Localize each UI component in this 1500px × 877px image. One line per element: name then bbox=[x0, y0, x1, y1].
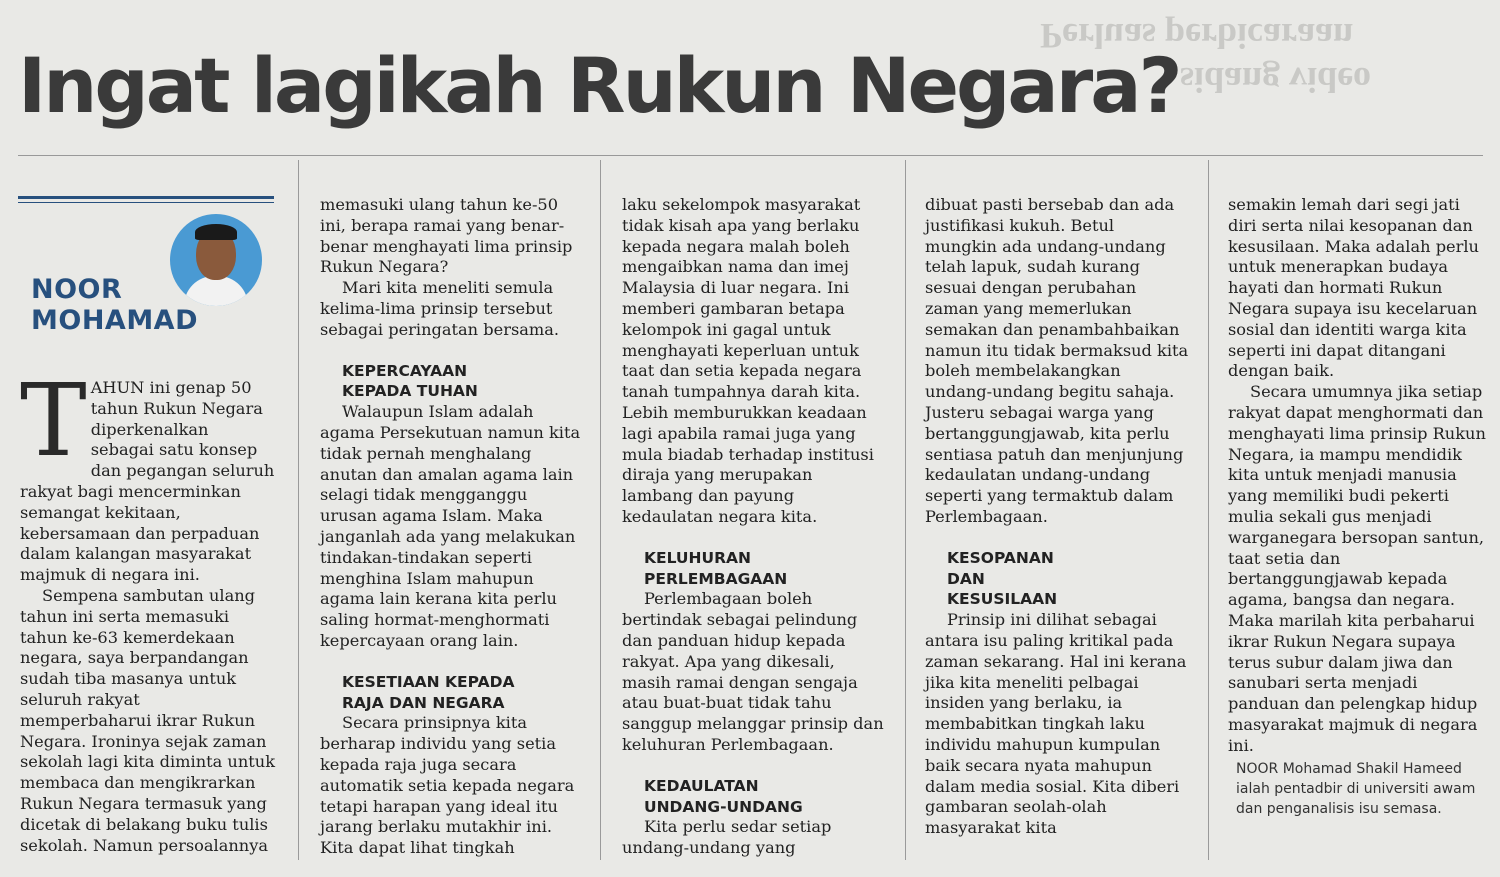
author-name bbox=[31, 274, 198, 336]
section-heading: KEPERCAYAAN KEPADA TUHAN bbox=[342, 361, 478, 401]
author-byline bbox=[18, 196, 274, 338]
paragraph: memasuki ulang tahun ke-50 ini, berapa ramai yang benar-benar menghayati lima prinsip Rukun Negara? bbox=[320, 195, 573, 277]
drop-cap: T bbox=[20, 362, 87, 479]
column-divider bbox=[298, 160, 299, 860]
paragraph: Secara umumnya jika setiap rakyat dapat menghormati dan menghayati lima prinsip Rukun Negara, ia mampu mendidik kita untuk menjadi manusia yang memiliki budi pekerti mulia sekali gus menjadi warganegara bersopan santun, taat setia dan bertanggungjawab kepada agama, bangsa dan negara. Maka marilah kita perbaharui ikrar Rukun Negara supaya terus subur dalam jiwa dan sanubari serta menjadi panduan dan pelengkap hidup masyarakat majmuk di negara ini. bbox=[1228, 382, 1486, 755]
paragraph: Walaupun Islam adalah agama Persekutuan namun kita tidak pernah menghalang anutan dan amalan agama lain selagi tidak mengganggu urusan agama Islam. Maka janganlah ada yang melakukan tindakan-tindakan seperti menghina Islam mahupun agama lain kerana kita perlu saling hormat-menghormati kepercayaan orang lain. bbox=[320, 402, 581, 650]
author-credit bbox=[1228, 759, 1490, 819]
paragraph: Secara prinsipnya kita berharap individu yang setia kepada raja juga secara automatik setia kepada negara tetapi harapan yang ideal itu jarang berlaku mutakhir ini. Kita dapat lihat tingkah bbox=[320, 713, 575, 858]
credit-name: NOOR Mohamad Shakil Hameed bbox=[1236, 760, 1462, 777]
article-headline: Ingat lagikah Rukun Negara? bbox=[18, 41, 1180, 130]
section-heading: KESETIAAN KEPADA RAJA DAN NEGARA bbox=[342, 672, 515, 712]
headline-divider bbox=[18, 155, 1483, 156]
section-heading: KESOPANAN DAN KESUSILAAN bbox=[947, 548, 1058, 609]
author-name-line: MOHAMAD bbox=[31, 305, 198, 336]
paragraph: dibuat pasti bersebab dan ada justifikasi kukuh. Betul mungkin ada undang-undang telah lapuk, sudah kurang sesuai dengan perubahan zaman yang memerlukan semakan dan penambahbaikan namun itu tidak bermaksud kita boleh membelakangkan undang-undang begitu sahaja. Justeru sebagai warga yang bertanggungjawab, kita perlu sentiasa patuh dan menjunjung kedaulatan undang-undang seperti yang termaktub dalam Perlembagaan. bbox=[925, 195, 1189, 526]
section-heading: KELUHURAN PERLEMBAGAAN bbox=[644, 548, 788, 588]
credit-description: ialah pentadbir di universiti awam dan penganalisis isu semasa. bbox=[1236, 780, 1476, 817]
column-divider bbox=[1208, 160, 1209, 860]
column-divider bbox=[905, 160, 906, 860]
article-column-5 bbox=[1228, 195, 1490, 819]
paragraph: Perlembagaan boleh bertindak sebagai pelindung dan panduan hidup kepada rakyat. Apa yang dikesali, masih ramai dengan sengaja atau buat-buat tidak tahu sanggup melanggar prinsip dan keluhuran Perlembagaan. bbox=[622, 589, 884, 754]
paragraph: semakin lemah dari segi jati diri serta nilai kesopanan dan kesusilaan. Maka adalah perlu untuk menerapkan budaya hayati dan hormati Rukun Negara supaya isu kecelaruan sosial dan identiti warga kita seperti ini dapat ditangani dengan baik. bbox=[1228, 195, 1479, 381]
byline-rule bbox=[18, 196, 274, 199]
paragraph: Kita perlu sedar setiap undang-undang yang bbox=[622, 817, 832, 858]
article-column-1 bbox=[20, 362, 276, 856]
article-column-2 bbox=[320, 195, 582, 859]
paragraph: Sempena sambutan ulang tahun ini serta memasuki tahun ke-63 kemerdekaan negara, saya berpandangan sudah tiba masanya untuk seluruh rakyat memperbaharui ikrar Rukun Negara. Ironinya sejak zaman sekolah lagi kita diminta untuk membaca dan mengikrarkan Rukun Negara termasuk yang dicetak di belakang buku tulis sekolah. Namun persoalannya bbox=[20, 585, 276, 855]
paragraph: Prinsip ini dilihat sebagai antara isu paling kritikal pada zaman sekarang. Hal ini kerana jika kita meneliti pelbagai insiden yang berlaku, ia membabitkan tingkah laku individu mahupun kumpulan baik secara nyata mahupun dalam media sosial. Kita diberi gambaran seolah-olah masyarakat kita bbox=[925, 610, 1187, 838]
author-name-line: NOOR bbox=[31, 274, 123, 305]
paragraph: AHUN ini genap 50 tahun Rukun Negara diperkenalkan sebagai satu konsep dan pegangan seluruh rakyat bagi mencerminkan semangat kekitaan, kebersamaan dan perpaduan dalam kalangan masyarakat majmuk di negara ini. bbox=[20, 378, 275, 585]
section-heading: KEDAULATAN UNDANG-UNDANG bbox=[644, 776, 803, 816]
paragraph: Mari kita meneliti semula kelima-lima prinsip tersebut sebagai peringatan bersama. bbox=[320, 278, 560, 339]
show-through-text: Perluas perbicaraan bbox=[1040, 16, 1353, 56]
show-through-text: sidang video bbox=[1180, 60, 1372, 100]
article-column-3 bbox=[622, 195, 887, 859]
article-column-4 bbox=[925, 195, 1190, 839]
paragraph: laku sekelompok masyarakat tidak kisah apa yang berlaku kepada negara malah boleh mengaibkan nama dan imej Malaysia di luar negara. Ini memberi gambaran betapa kelompok ini gagal untuk menghayati keperluan untuk taat dan setia kepada negara tanah tumpahnya darah kita. Lebih memburukkan keadaan lagi apabila ramai juga yang mula biadab terhadap institusi diraja yang merupakan lambang dan payung kedaulatan negara kita. bbox=[622, 195, 874, 526]
byline-rule bbox=[18, 202, 274, 203]
column-divider bbox=[600, 160, 601, 860]
